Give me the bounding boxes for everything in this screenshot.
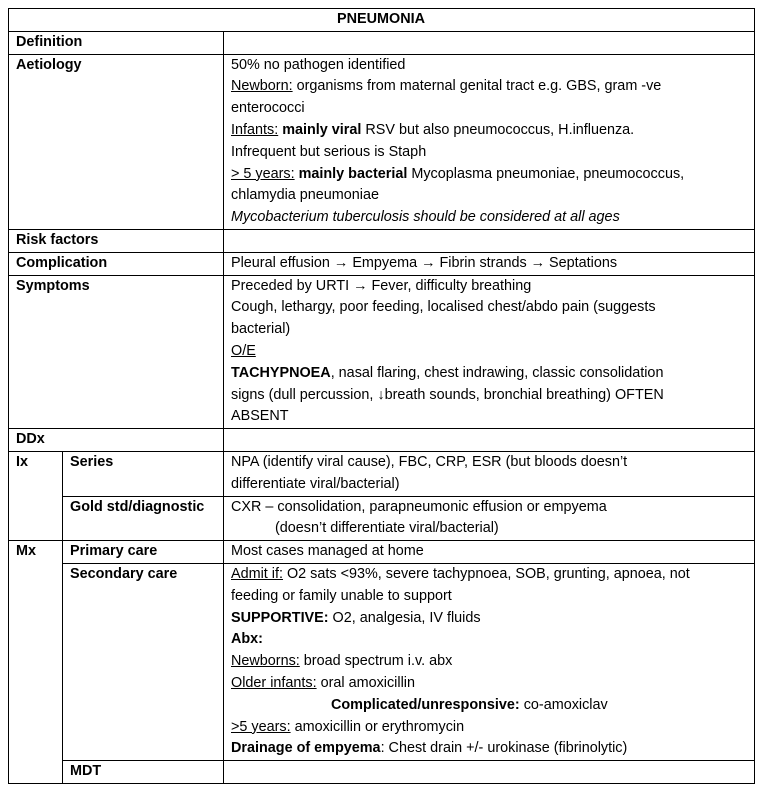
admit-line: feeding or family unable to support [231,587,452,604]
over5-abx-label: >5 years: [231,718,291,735]
over5-abx-text: amoxicillin or erythromycin [290,718,465,735]
mx-label: Mx [9,541,63,784]
newborn-label: Newborn: [231,78,293,95]
newborn-text: organisms from maternal genital tract e.g. GBS, gram -ve [292,78,662,95]
complication-content: Pleural effusion → Empyema → Fibrin strands → Septations [224,252,755,275]
supportive-text: O2, analgesia, IV fluids [328,609,481,626]
over5-text: Mycoplasma pneumoniae, pneumococcus, [407,165,685,182]
series-line: differentiate viral/bacterial) [231,475,400,492]
pneumonia-table [8,8,755,784]
title-row [9,9,755,32]
series-content [224,451,755,496]
newborns-text: broad spectrum i.v. abx [299,653,453,670]
gold-std-line: (doesn’t differentiate viral/bacterial) [275,520,499,537]
aetiology-infants [231,120,746,142]
secondary-care-content [224,563,755,760]
gold-std-label: Gold std/diagnostic [63,496,224,541]
mdt-label: MDT [63,761,224,784]
older-infants-line [231,673,746,695]
symptoms-line: Preceded by URTI → Fever, difficulty breathing [231,277,532,294]
drainage-label: Drainage of empyema [231,740,381,757]
complicated-line [231,695,746,717]
ix-gold-row [9,496,755,541]
ix-label: Ix [9,451,63,540]
supportive-line [231,608,746,630]
ddx-content [224,429,755,452]
admit-line [231,564,746,586]
admit-text: O2 sats <93%, severe tachypnoea, SOB, grunting, apnoea, not [282,565,690,582]
infants-label: Infants: [231,121,279,138]
primary-care-label: Primary care [63,541,224,564]
aetiology-row [9,54,755,229]
tachypnoea-text: , nasal flaring, chest indrawing, classic consolidation [330,364,664,381]
newborns-line [231,651,746,673]
table-title: PNEUMONIA [9,9,755,32]
older-infants-label: Older infants: [231,674,317,691]
risk-factors-content [224,229,755,252]
infants-text: RSV but also pneumococcus, H.influenza. [361,121,635,138]
mdt-content [224,761,755,784]
aetiology-line: chlamydia pneumoniae [231,187,379,204]
older-infants-text: oral amoxicillin [316,674,415,691]
complication-row [9,252,755,275]
drainage-text: : Chest drain +/- urokinase (fibrinolytic) [380,740,628,757]
ix-series-row [9,451,755,496]
symptoms-line: signs (dull percussion, ↓breath sounds, bronchial breathing) OFTEN [231,386,664,403]
complicated-label: Complicated/unresponsive: [331,696,520,713]
ddx-label: DDx [9,429,224,452]
gold-std-line: CXR – consolidation, parapneumonic effusion or empyema [231,498,607,515]
mx-primary-row [9,541,755,564]
tachypnoea-bold: TACHYPNOEA [231,364,331,381]
drainage-line [231,738,746,760]
over5-abx-line [231,717,746,739]
definition-content [224,31,755,54]
aetiology-newborn [231,76,746,98]
over5-label: > 5 years: [231,165,295,182]
over5-bold: mainly bacterial [294,165,408,182]
secondary-care-label: Secondary care [63,563,224,760]
aetiology-over5 [231,164,746,186]
symptoms-line: Cough, lethargy, poor feeding, localised chest/abdo pain (suggests [231,299,656,316]
aetiology-line: enterococci [231,100,305,117]
symptoms-content [224,275,755,429]
aetiology-line: 50% no pathogen identified [231,56,406,73]
aetiology-content [224,54,755,229]
abx-heading: Abx: [231,631,263,648]
symptoms-line: ABSENT [231,408,289,425]
primary-care-content: Most cases managed at home [224,541,755,564]
aetiology-line: Infrequent but serious is Staph [231,143,427,160]
symptoms-row [9,275,755,429]
infants-bold: mainly viral [278,121,362,138]
definition-row [9,31,755,54]
symptoms-tachy [231,363,746,385]
symptoms-label: Symptoms [9,275,224,429]
symptoms-line: bacterial) [231,321,291,338]
series-line: NPA (identify viral cause), FBC, CRP, ESR (but bloods doesn’t [231,453,628,470]
tb-note: Mycobacterium tuberculosis should be considered at all ages [231,209,620,226]
mx-mdt-row [9,761,755,784]
aetiology-label: Aetiology [9,54,224,229]
complicated-text: co-amoxiclav [519,696,608,713]
mx-secondary-row [9,563,755,760]
series-label: Series [63,451,224,496]
risk-factors-row [9,229,755,252]
complication-label: Complication [9,252,224,275]
admit-label: Admit if: [231,565,283,582]
oe-heading: O/E [231,342,256,359]
risk-factors-label: Risk factors [9,229,224,252]
supportive-label: SUPPORTIVE: [231,609,329,626]
gold-std-content [224,496,755,541]
newborns-label: Newborns: [231,653,300,670]
definition-label: Definition [9,31,224,54]
ddx-row [9,429,755,452]
